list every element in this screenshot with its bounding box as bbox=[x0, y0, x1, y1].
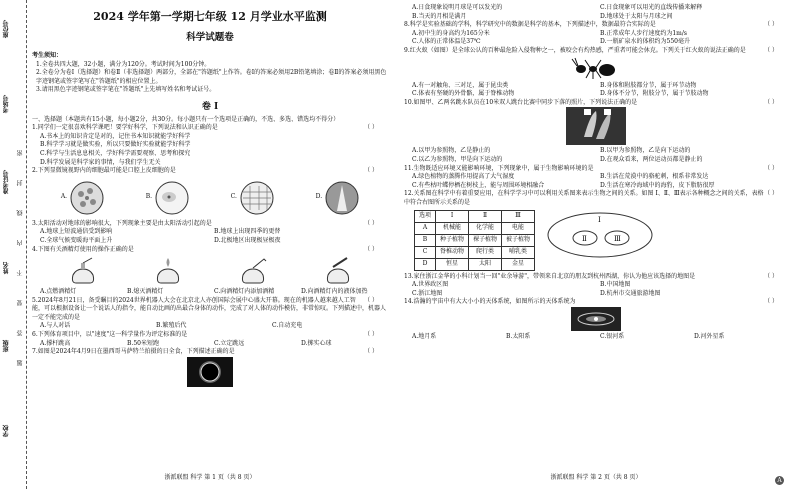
question-9: （ ） 9.红火蚁（如图）是全球公认的百种最危险入侵物种之一，被咬会有灼热感，严重者可能会休克。下列关于红火蚁的说法正确的是 bbox=[404, 46, 778, 54]
option: D.在观众看来，两位运动员都是静止的 bbox=[600, 155, 703, 163]
strip-label-exam-id: 准考证号 bbox=[3, 170, 10, 194]
notice-item: 3.请用黑色字迹钢笔或签字笔在"答题纸"上先填写姓名和考试证号。 bbox=[36, 86, 216, 94]
answer-paren: （ ） bbox=[364, 124, 378, 132]
cell-micrograph-b-icon bbox=[155, 181, 189, 215]
option: B.身体和附肢都分节，属于环节动物 bbox=[600, 81, 697, 89]
relation-diagram bbox=[545, 210, 655, 260]
option: D.生活在寒冷海域中的海豹，皮下脂肪很厚 bbox=[600, 181, 715, 189]
option: D.河外星系 bbox=[694, 332, 725, 340]
volume-heading: 卷 Ⅰ bbox=[201, 101, 219, 112]
option: A.点燃酒精灯 bbox=[40, 288, 77, 296]
right-page bbox=[404, 0, 788, 489]
question-13: （ ） 13.家住浙江金华的小科计划当一回"业余导游"，带领来自北京的朋友到杭州西湖，你认为他应该选择的地图是 bbox=[404, 272, 778, 280]
page-footer: 浙派联盟 科学 第 1 页（共 8 页） bbox=[164, 474, 256, 482]
cut-mark: 要 bbox=[17, 300, 24, 306]
question-11: （ ） 11.生物既适应环境又能影响环境，下列现象中，属于生物影响环境的是 bbox=[404, 164, 778, 172]
cut-mark: 封 bbox=[17, 180, 24, 186]
diagram-label-2: Ⅱ bbox=[582, 234, 587, 243]
q12-table: 选项 Ⅰ Ⅱ Ⅲ A 机械能 化学能 电能 B 种子植物 裸子植物 被子植物 C 脊椎动物 爬行类 哺乳类 D 恒星 太阳 金星 bbox=[414, 210, 535, 271]
option: B.以甲为参照物，乙是向下运动的 bbox=[600, 147, 691, 155]
option: D.北极地区出现极昼极夜 bbox=[214, 236, 281, 244]
diagram-label-1: Ⅰ bbox=[598, 215, 601, 224]
cut-mark: 不 bbox=[17, 270, 24, 276]
alcohol-lamp-icon bbox=[238, 257, 268, 285]
diagram-label-3: Ⅲ bbox=[614, 234, 621, 243]
option: D.身体不分节，附肢分节，属于节肢动物 bbox=[600, 90, 709, 98]
option: A.地球上短波通信受到影响 bbox=[40, 228, 113, 236]
option: A.书本上的知识肯定是对的，记住书本知识就能学好科学 bbox=[40, 132, 191, 140]
cut-mark: 题 bbox=[17, 360, 24, 366]
cut-mark: 内 bbox=[17, 240, 24, 246]
option: C.立定跳远 bbox=[214, 339, 245, 347]
option: B.生活在荒漠中的骆驼刺，根系非常发达 bbox=[600, 173, 709, 181]
option: A.有一对触角、三对足，属于昆虫类 bbox=[412, 81, 509, 89]
option: C.银河系 bbox=[600, 332, 625, 340]
notice-item: 1.全卷共四大题，32小题，满分为120分。考试时间为100分钟。 bbox=[36, 60, 211, 68]
strip-label-seat: 座位号 bbox=[3, 20, 10, 38]
option: C.全球气候变暖海平面上升 bbox=[40, 236, 113, 244]
question-5: （ ） 5.2024年8月21日，备受瞩目的2024世界机器人大会在北京北人亦创国际会展中心盛大开幕。现在的机器人越来越人工智能，可以根据设备让一个说话人的指令，能自动比画的出最合身体的动作，完成了对人体的动作模仿，非常惊叹。下列描述中，机器人一定不能完成的是 bbox=[32, 296, 387, 321]
option: B.50米短跑 bbox=[127, 339, 159, 347]
option: A.日食现象说明月球是可以发光的 bbox=[412, 4, 503, 11]
option: B.科学学习就是做实验，所以只要做好实验就能学好科学 bbox=[40, 141, 191, 149]
option: C.人体的正常体温是37℃ bbox=[412, 38, 481, 46]
question-2: （ ） 2.下列显微镜视野内的细胞最可能是口腔上皮细胞的是 bbox=[32, 167, 378, 175]
option: B.当天的月相是满月 bbox=[412, 12, 467, 20]
left-page bbox=[32, 0, 388, 489]
option: B.熄灭酒精灯 bbox=[127, 288, 164, 296]
option: D.掷实心球 bbox=[301, 339, 332, 347]
exam-title: 2024 学年第一学期七年级 12 月学业水平监测 bbox=[93, 10, 327, 23]
question-3: （ ） 3.太阳活动对地球的影响很大，下列现象主要是由太阳活动引起的是 bbox=[32, 219, 378, 227]
option: B.地球上出现四季的更替 bbox=[214, 228, 281, 236]
option: A.绿色植物的蒸腾作用提高了大气湿度 bbox=[412, 173, 515, 181]
question-6: （ ） 6.下列体育项目中，以"速度"这一科学量作为评定标准的是 bbox=[32, 331, 378, 339]
cut-mark: 答 bbox=[17, 330, 24, 336]
option: C.体表有坚硬的外骨骼，属于脊椎动物 bbox=[412, 90, 515, 98]
cell-micrograph-c-icon bbox=[240, 181, 274, 215]
option: C.浙江地图 bbox=[412, 289, 443, 297]
question-10: （ ） 10.如图甲、乙两名跳水队员在10米双人跳台比赛中同步下落的照片，下列说法正确的是 bbox=[404, 98, 778, 106]
option: A.以甲为参照物，乙是静止的 bbox=[412, 147, 491, 155]
notice-item: 2.全卷分为卷Ⅰ（选择题）和卷Ⅱ（非选择题）两部分，全部在"答题纸"上作答。卷Ⅰ的答案必须用2B铅笔填涂；卷Ⅱ的答案必须用黑色字迹钢笔或签字笔写在"答题纸"的相应位置上。 bbox=[36, 69, 387, 85]
question-12: （ ） 12.关系图在科学中有着重要应用，在科学学习中可以利用关系图来表示生物之间的关系。如图 Ⅰ、Ⅱ、Ⅲ表示各种概念之间的关系，表格中符合右图所示关系的是 bbox=[404, 190, 778, 206]
option: C.有些枯叶蝶停栖在树枝上，能与周围环境相融合 bbox=[412, 181, 545, 189]
option: B.太阳系 bbox=[506, 332, 531, 340]
question-4: （ ） 4.下图有关酒精灯使用的操作正确的是 bbox=[32, 245, 378, 253]
binding-strip bbox=[0, 0, 27, 489]
cut-mark: 密 bbox=[17, 150, 24, 156]
q4-images bbox=[32, 254, 388, 288]
option: C.科学与生活息息相关，学好科学需要观察、思考和探究 bbox=[40, 149, 191, 157]
cell-micrograph-d-icon bbox=[325, 181, 359, 215]
option: C.向酒精灯内添加酒精 bbox=[214, 288, 275, 296]
option: A.地月系 bbox=[412, 332, 437, 340]
option: A.与人对话 bbox=[40, 322, 71, 330]
fire-ant-icon bbox=[571, 56, 621, 80]
option: B.繁殖后代 bbox=[156, 322, 187, 330]
option: A.初中生的身高约为165分米 bbox=[412, 29, 490, 37]
option: D.科学发展是科学家的事情，与我们学生无关 bbox=[40, 158, 161, 166]
heating-tube-icon bbox=[323, 257, 353, 285]
notice-list bbox=[32, 61, 388, 95]
alcohol-lamp-icon bbox=[68, 257, 98, 285]
cut-mark: 线 bbox=[17, 210, 24, 216]
option: D.一瓶矿泉水的体积约为550毫升 bbox=[600, 38, 690, 46]
strip-label-name: 姓名 bbox=[3, 262, 10, 274]
option: D.地球处于太阳与月球之间 bbox=[600, 12, 673, 20]
option: D.向酒精灯内的液体加热 bbox=[301, 288, 368, 296]
exam-subtitle: 科学试题卷 bbox=[186, 32, 234, 43]
strip-label-room: 考场号 bbox=[3, 95, 10, 113]
question-14: （ ） 14.浩瀚的宇宙中有大大小小的天体系统，如图所示的天体系统为 bbox=[404, 298, 778, 306]
question-8: （ ） 8.科学是实验基础的学科，科学研究中的数据是科学的基本，下列描述中，数据最符合实际的是 bbox=[404, 21, 778, 29]
page-footer: 浙派联盟 科学 第 2 页（共 8 页） bbox=[550, 474, 642, 482]
option: C.自动充电 bbox=[272, 322, 303, 330]
q2-images: A. B. C. D. bbox=[32, 176, 388, 220]
section-heading: 一、选择题（本题共有15小题，每小题2分，共30分。每小题只有一个选项是正确的，不选、多选、错选均不得分） bbox=[32, 115, 340, 123]
option: D.杭州市交通旅游地图 bbox=[600, 289, 661, 297]
strip-label-school: 学校 bbox=[3, 425, 10, 437]
solar-eclipse-icon bbox=[187, 357, 233, 387]
cell-micrograph-a-icon bbox=[70, 181, 104, 215]
strip-label-class: 班级 bbox=[3, 340, 10, 352]
page-badge: A bbox=[775, 476, 784, 485]
option: A.世界政区图 bbox=[412, 281, 449, 289]
divers-photo-icon bbox=[566, 107, 626, 145]
option: B.中国地图 bbox=[600, 281, 631, 289]
option: A.撑杆跳高 bbox=[40, 339, 71, 347]
option: B.正常成年人步行速度约为1m/s bbox=[600, 29, 687, 37]
question-7: （ ） 7.如图是2024年4月9日在墨西哥马萨特兰拍摄的日全食，下列描述正确的是 bbox=[32, 348, 378, 356]
notice-header: 考生须知： bbox=[32, 52, 63, 59]
option: C.以乙为参照物，甲是向下运动的 bbox=[412, 155, 503, 163]
question-1: （ ） 1.同学们一定很喜欢科学课吧！要学好科学，下列说法和认识正确的是 bbox=[32, 124, 388, 133]
alcohol-lamp-icon bbox=[153, 257, 183, 285]
option: C.日食现象可以用光的直线传播来解释 bbox=[600, 4, 703, 11]
galaxy-icon bbox=[571, 307, 621, 331]
